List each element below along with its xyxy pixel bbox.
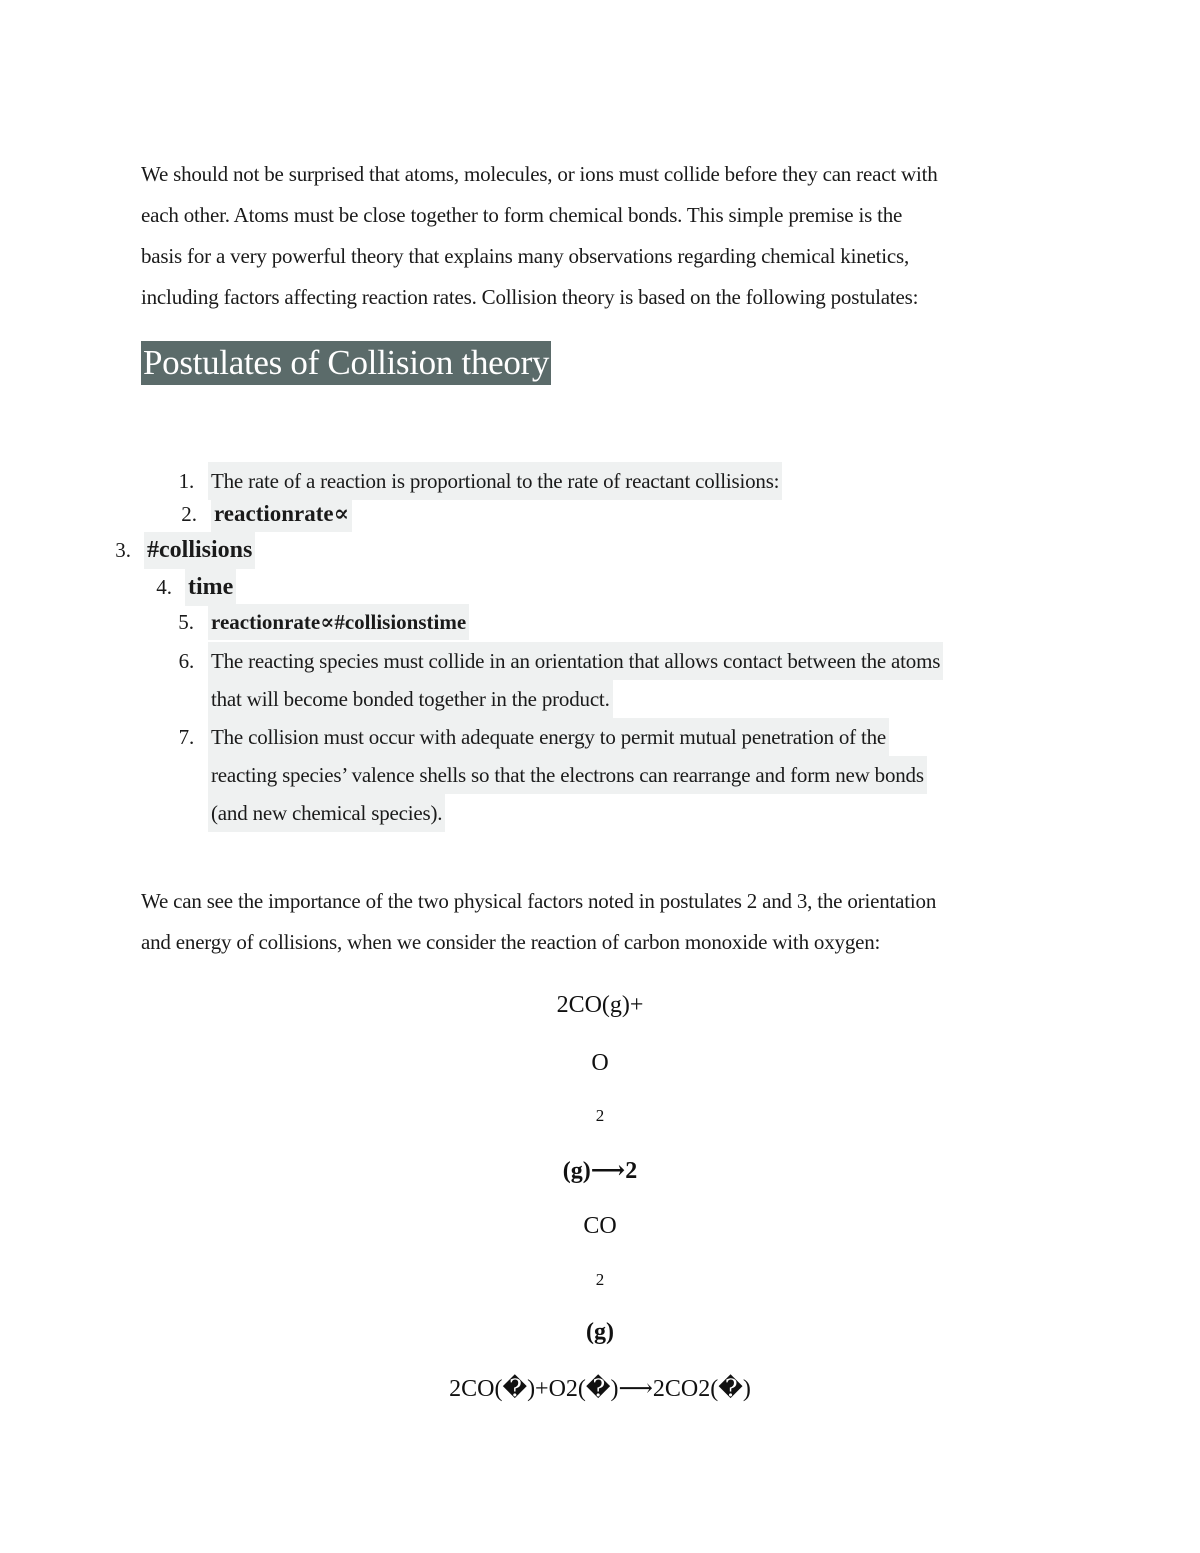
closing-paragraph (141, 881, 1081, 963)
closing-line: We can see the importance of the two physical factors noted in postulates 2 and 3, the orientation (141, 889, 937, 913)
intro-paragraph (141, 154, 1081, 318)
intro-line: We should not be surprised that atoms, molecules, or ions must collide before they can react with (141, 162, 938, 186)
list-item-line: that will become bonded together in the product. (208, 680, 613, 718)
equation-part: (g)⟶2 (562, 1158, 638, 1184)
list-item-line: #collisions (147, 537, 253, 563)
list-item-text (144, 532, 255, 569)
list-number: 1. (178, 469, 194, 493)
list-item-line: The collision must occur with adequate energy to permit mutual penetration of the (208, 718, 889, 756)
intro-line: basis for a very powerful theory that explains many observations regarding chemical kinetics, (141, 244, 910, 268)
list-item-line: reacting species’ valence shells so that the electrons can rearrange and form new bonds (208, 756, 927, 794)
list-item-text (208, 642, 943, 718)
list-item-text (211, 496, 352, 532)
list-item-text (208, 462, 782, 500)
list-number: 6. (178, 649, 194, 673)
list-number: 5. (178, 610, 194, 634)
list-item-line: (and new chemical species). (208, 794, 445, 832)
equation-part: CO (583, 1213, 617, 1239)
list-item-text (208, 604, 469, 640)
equation-subscript: 2 (595, 1106, 605, 1125)
list-item-line: time (188, 574, 234, 600)
list-number: 3. (115, 538, 131, 562)
intro-line: including factors affecting reaction rates. Collision theory is based on the following postulates: (141, 285, 919, 309)
equation-part: 2CO(g)+ (556, 992, 644, 1018)
closing-line: and energy of collisions, when we consider the reaction of carbon monoxide with oxygen: (141, 930, 881, 954)
equation-subscript: 2 (595, 1270, 605, 1289)
list-item-line: The rate of a reaction is proportional to the rate of reactant collisions: (211, 469, 780, 493)
list-item-line: The reacting species must collide in an orientation that allows contact between the atoms (208, 642, 943, 680)
list-item-line: reactionrate∝ (214, 501, 350, 526)
equation-part: O (591, 1050, 609, 1076)
section-heading: Postulates of Collision theory (141, 341, 551, 385)
list-item-line: reactionrate∝#collisionstime (211, 610, 467, 634)
list-item-text (208, 718, 927, 832)
list-number: 7. (178, 725, 194, 749)
list-item-text (185, 569, 236, 606)
list-number: 2. (181, 502, 197, 526)
equation-fallback-text: 2CO(�)+O2(�)⟶2CO2(�) (449, 1376, 751, 1402)
equation-part: (g) (586, 1319, 614, 1345)
intro-line: each other. Atoms must be close together to form chemical bonds. This simple premise is the (141, 203, 903, 227)
list-number: 4. (156, 575, 172, 599)
